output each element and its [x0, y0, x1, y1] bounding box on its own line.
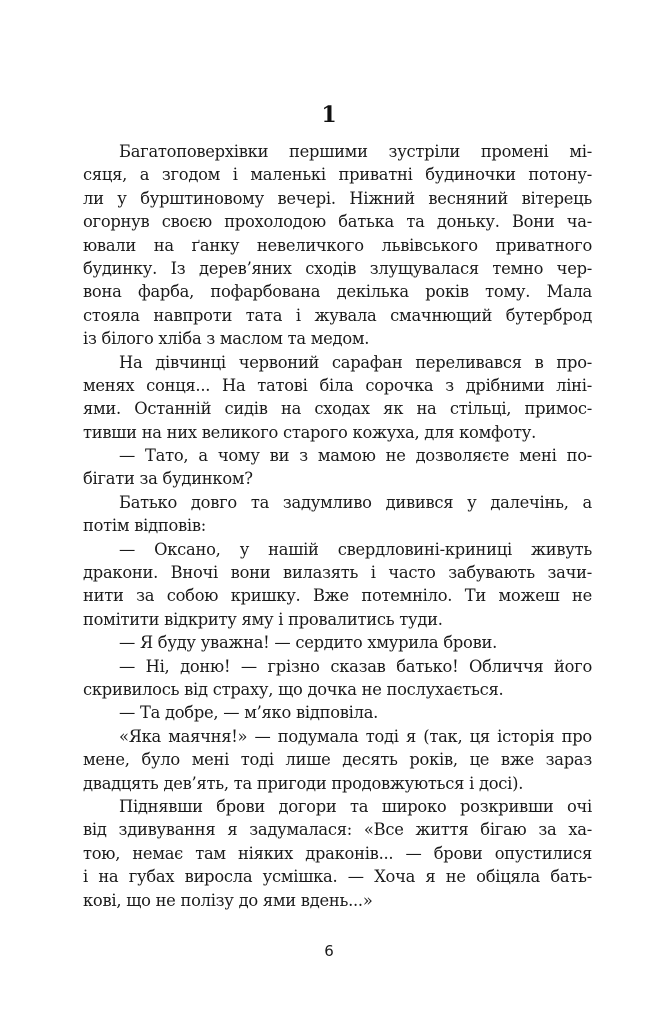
text-line: Піднявши брови догори та широко розкривши очі — [119, 796, 592, 816]
text-line: від здивування я задумалася: «Все життя бігаю за ха- — [83, 820, 592, 840]
text-line: дракони. Вночі вони вилазять і часто забувають зачи- — [83, 563, 592, 583]
text-line: ли у бурштиновому вечері. Ніжний весняний вітерець — [83, 188, 592, 208]
text-line: помітити відкриту яму і провалитись туди. — [83, 609, 443, 629]
text-line: тою, немає там ніяких драконів... — брови опустилися — [83, 843, 592, 863]
text-line: стояла навпроти тата і жувала смачнющий бутерброд — [83, 305, 592, 325]
text-line: Батько довго та задумливо дивився у далечінь, а — [119, 492, 592, 512]
text-line: сяця, а згодом і маленькі приватні будиночки потону- — [83, 165, 592, 185]
text-line: потім відповів: — [83, 516, 207, 536]
text-line: скривилось від страху, що дочка не послухається. — [83, 679, 504, 699]
text-line: тивши на них великого старого кожуха, для комфоту. — [83, 422, 537, 442]
text-line: бігати за будинком? — [83, 469, 253, 489]
text-line: менях сонця... На татові біла сорочка з дрібними ліні- — [83, 375, 592, 395]
text-line: із білого хліба з маслом та медом. — [83, 329, 370, 349]
text-line: «Яка маячня!» — подумала тоді я (так, ця історія про — [119, 726, 592, 746]
chapter-body-text — [83, 140, 592, 912]
text-line: мене, було мені тоді лише десять років, це вже зараз — [83, 750, 592, 770]
text-line: — Та добре, — м’яко відповіла. — [119, 703, 379, 723]
text-line: — Ні, доню! — грізно сказав батько! Обличчя його — [119, 656, 592, 676]
text-line: — Я буду уважна! — сердито хмурила брови. — [119, 633, 498, 653]
text-line: — Тато, а чому ви з мамою не дозволяєте мені по- — [119, 446, 592, 466]
text-line: На дівчинці червоний сарафан переливався в про- — [119, 352, 592, 372]
text-line: — Оксано, у нашій свердловині-криниці живуть — [119, 539, 592, 559]
page-number: 6 — [324, 942, 334, 960]
chapter-number: 1 — [321, 102, 337, 128]
text-line: кові, що не полізу до ями вдень...» — [83, 890, 373, 910]
text-line: Багатоповерхівки першими зустріли промені мі- — [119, 142, 592, 161]
text-line: ювали на ґанку невеличкого львівського приватного — [83, 235, 592, 255]
text-line: і на губах виросла усмішка. — Хоча я не обіцяла бать- — [83, 867, 592, 887]
text-line: нити за собою кришку. Вже потемніло. Ти можеш не — [83, 586, 592, 606]
text-line: вона фарба, пофарбована декілька років тому. Мала — [83, 282, 592, 302]
text-line: ями. Останній сидів на сходах як на стільці, примос- — [83, 399, 592, 419]
text-line: двадцять дев’ять, та пригоди продовжуються і досі). — [83, 773, 524, 793]
text-line: будинку. Із дерев’яних сходів злущувалася темно чер- — [83, 258, 592, 278]
text-line: огорнув своєю прохолодою батька та доньку. Вони ча- — [83, 212, 592, 232]
